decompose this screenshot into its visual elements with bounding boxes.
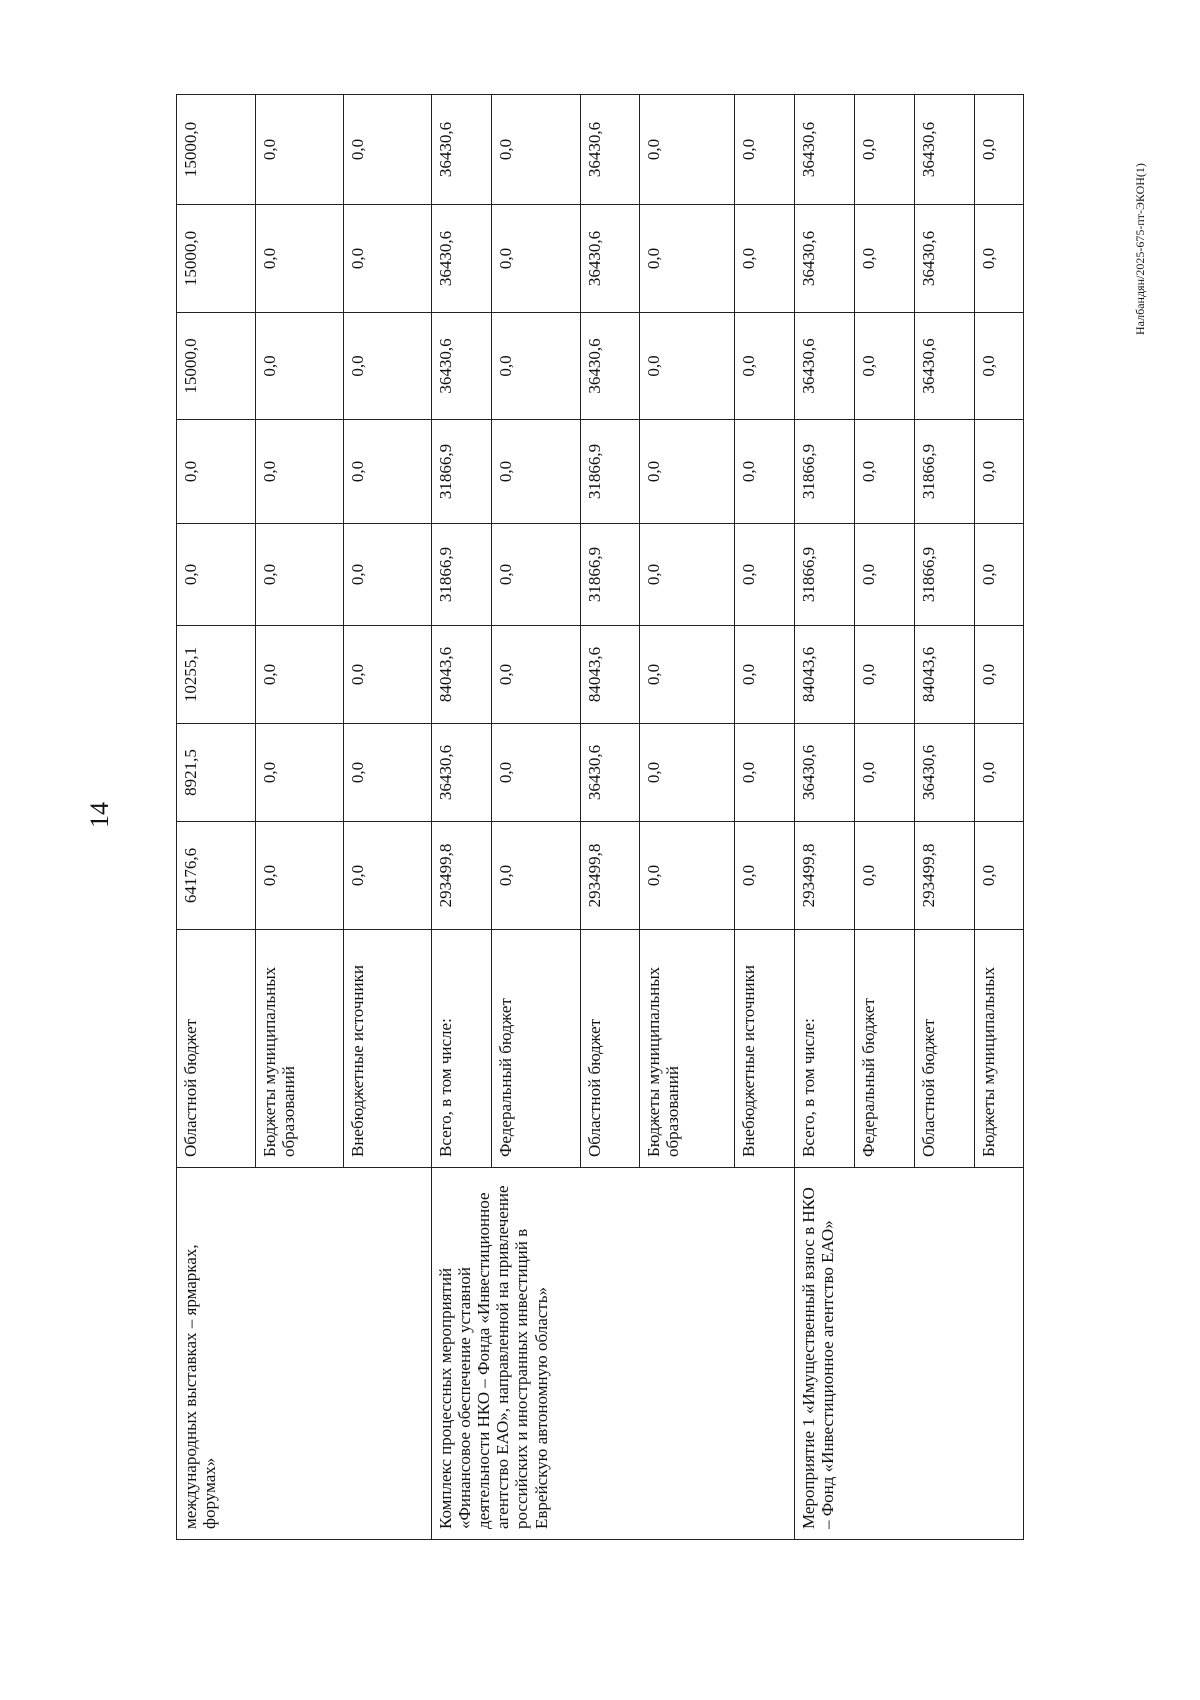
- amount-cell: 0,0: [255, 822, 343, 930]
- amount-cell: 0,0: [344, 822, 432, 930]
- amount-cell: 0,0: [640, 724, 735, 822]
- amount-cell: 84043,6: [580, 626, 640, 724]
- funding-source-cell: Бюджеты муниципальных образований: [640, 930, 735, 1168]
- amount-cell: 0,0: [974, 95, 1023, 205]
- amount-cell: 0,0: [974, 822, 1023, 930]
- amount-cell: 0,0: [177, 524, 256, 626]
- amount-cell: 31866,9: [580, 524, 640, 626]
- amount-cell: 0,0: [492, 313, 580, 420]
- amount-cell: 0,0: [640, 626, 735, 724]
- amount-cell: 64176,6: [177, 822, 256, 930]
- funding-source-cell: Внебюджетные источники: [734, 930, 794, 1168]
- amount-cell: 293499,8: [432, 822, 492, 930]
- amount-cell: 0,0: [640, 313, 735, 420]
- funding-source-cell: Федеральный бюджет: [854, 930, 914, 1168]
- amount-cell: 0,0: [854, 95, 914, 205]
- amount-cell: 0,0: [177, 420, 256, 524]
- amount-cell: 31866,9: [914, 524, 974, 626]
- amount-cell: 0,0: [492, 95, 580, 205]
- amount-cell: 0,0: [974, 524, 1023, 626]
- amount-cell: 36430,6: [432, 205, 492, 313]
- amount-cell: 0,0: [344, 724, 432, 822]
- amount-cell: 31866,9: [432, 420, 492, 524]
- funding-source-cell: Областной бюджет: [580, 930, 640, 1168]
- amount-cell: 0,0: [974, 420, 1023, 524]
- amount-cell: 0,0: [255, 313, 343, 420]
- measure-description-cell: международных выставках – ярмарках, форумах»: [177, 1168, 432, 1540]
- amount-cell: 0,0: [854, 724, 914, 822]
- amount-cell: 0,0: [974, 626, 1023, 724]
- budget-table: [176, 94, 1024, 1540]
- amount-cell: 36430,6: [914, 205, 974, 313]
- amount-cell: 8921,5: [177, 724, 256, 822]
- amount-cell: 15000,0: [177, 95, 256, 205]
- amount-cell: 31866,9: [794, 420, 854, 524]
- amount-cell: 36430,6: [432, 95, 492, 205]
- amount-cell: 0,0: [974, 205, 1023, 313]
- amount-cell: 36430,6: [794, 95, 854, 205]
- amount-cell: 36430,6: [432, 313, 492, 420]
- amount-cell: 0,0: [492, 524, 580, 626]
- amount-cell: 0,0: [492, 420, 580, 524]
- rotated-table-container: [176, 95, 1024, 1540]
- amount-cell: 0,0: [854, 524, 914, 626]
- table-row: [794, 95, 854, 1540]
- amount-cell: 31866,9: [914, 420, 974, 524]
- funding-source-cell: Бюджеты муниципальных: [974, 930, 1023, 1168]
- measure-description-cell: Мероприятие 1 «Имущественный взнос в НКО – Фонд «Инвестиционное агентство ЕАО»: [794, 1168, 1023, 1540]
- amount-cell: 0,0: [854, 420, 914, 524]
- amount-cell: 0,0: [255, 205, 343, 313]
- amount-cell: 15000,0: [177, 205, 256, 313]
- amount-cell: 84043,6: [914, 626, 974, 724]
- amount-cell: 36430,6: [914, 724, 974, 822]
- amount-cell: 293499,8: [794, 822, 854, 930]
- amount-cell: 0,0: [640, 205, 735, 313]
- amount-cell: 0,0: [854, 313, 914, 420]
- amount-cell: 36430,6: [794, 313, 854, 420]
- amount-cell: 31866,9: [432, 524, 492, 626]
- table-body: [177, 95, 1024, 1540]
- amount-cell: 0,0: [255, 95, 343, 205]
- amount-cell: 84043,6: [432, 626, 492, 724]
- amount-cell: 84043,6: [794, 626, 854, 724]
- amount-cell: 36430,6: [914, 313, 974, 420]
- amount-cell: 36430,6: [914, 95, 974, 205]
- page-number: 14: [85, 802, 114, 828]
- amount-cell: 10255,1: [177, 626, 256, 724]
- funding-source-cell: Всего, в том числе:: [432, 930, 492, 1168]
- amount-cell: 0,0: [974, 724, 1023, 822]
- document-code: Налбандян/2025-675-пт-ЭКОН(1): [1133, 163, 1147, 335]
- amount-cell: 0,0: [255, 524, 343, 626]
- amount-cell: 293499,8: [580, 822, 640, 930]
- amount-cell: 0,0: [734, 822, 794, 930]
- amount-cell: 0,0: [255, 626, 343, 724]
- amount-cell: 15000,0: [177, 313, 256, 420]
- amount-cell: 0,0: [344, 626, 432, 724]
- amount-cell: 0,0: [344, 524, 432, 626]
- amount-cell: 0,0: [344, 205, 432, 313]
- funding-source-cell: Областной бюджет: [177, 930, 256, 1168]
- amount-cell: 0,0: [344, 95, 432, 205]
- amount-cell: 0,0: [640, 420, 735, 524]
- amount-cell: 0,0: [734, 524, 794, 626]
- amount-cell: 0,0: [492, 724, 580, 822]
- amount-cell: 36430,6: [794, 205, 854, 313]
- amount-cell: 0,0: [854, 822, 914, 930]
- funding-source-cell: Бюджеты муниципальных образований: [255, 930, 343, 1168]
- amount-cell: 0,0: [640, 524, 735, 626]
- funding-source-cell: Областной бюджет: [914, 930, 974, 1168]
- amount-cell: 36430,6: [580, 205, 640, 313]
- amount-cell: 0,0: [640, 822, 735, 930]
- amount-cell: 0,0: [734, 95, 794, 205]
- measure-description-cell: Комплекс процессных мероприятий «Финансовое обеспечение уставной деятельности НКО – Фонда «Инвестиционное агентство ЕАО», направленной на привлечение российских и иностранных инвестиций в Еврейскую автономную область»: [432, 1168, 795, 1540]
- amount-cell: 36430,6: [580, 313, 640, 420]
- amount-cell: 293499,8: [914, 822, 974, 930]
- amount-cell: 36430,6: [794, 724, 854, 822]
- amount-cell: 36430,6: [432, 724, 492, 822]
- amount-cell: 0,0: [255, 420, 343, 524]
- amount-cell: 0,0: [734, 313, 794, 420]
- amount-cell: 0,0: [734, 420, 794, 524]
- amount-cell: 0,0: [734, 626, 794, 724]
- amount-cell: 36430,6: [580, 95, 640, 205]
- amount-cell: 31866,9: [580, 420, 640, 524]
- amount-cell: 0,0: [255, 724, 343, 822]
- amount-cell: 0,0: [734, 724, 794, 822]
- funding-source-cell: Внебюджетные источники: [344, 930, 432, 1168]
- table-row: [177, 95, 256, 1540]
- amount-cell: 0,0: [492, 822, 580, 930]
- funding-source-cell: Всего, в том числе:: [794, 930, 854, 1168]
- amount-cell: 0,0: [734, 205, 794, 313]
- amount-cell: 0,0: [344, 313, 432, 420]
- amount-cell: 0,0: [344, 420, 432, 524]
- amount-cell: 0,0: [640, 95, 735, 205]
- amount-cell: 31866,9: [794, 524, 854, 626]
- funding-source-cell: Федеральный бюджет: [492, 930, 580, 1168]
- amount-cell: 0,0: [492, 205, 580, 313]
- amount-cell: 0,0: [974, 313, 1023, 420]
- amount-cell: 36430,6: [580, 724, 640, 822]
- amount-cell: 0,0: [854, 626, 914, 724]
- amount-cell: 0,0: [492, 626, 580, 724]
- table-row: [432, 95, 492, 1540]
- amount-cell: 0,0: [854, 205, 914, 313]
